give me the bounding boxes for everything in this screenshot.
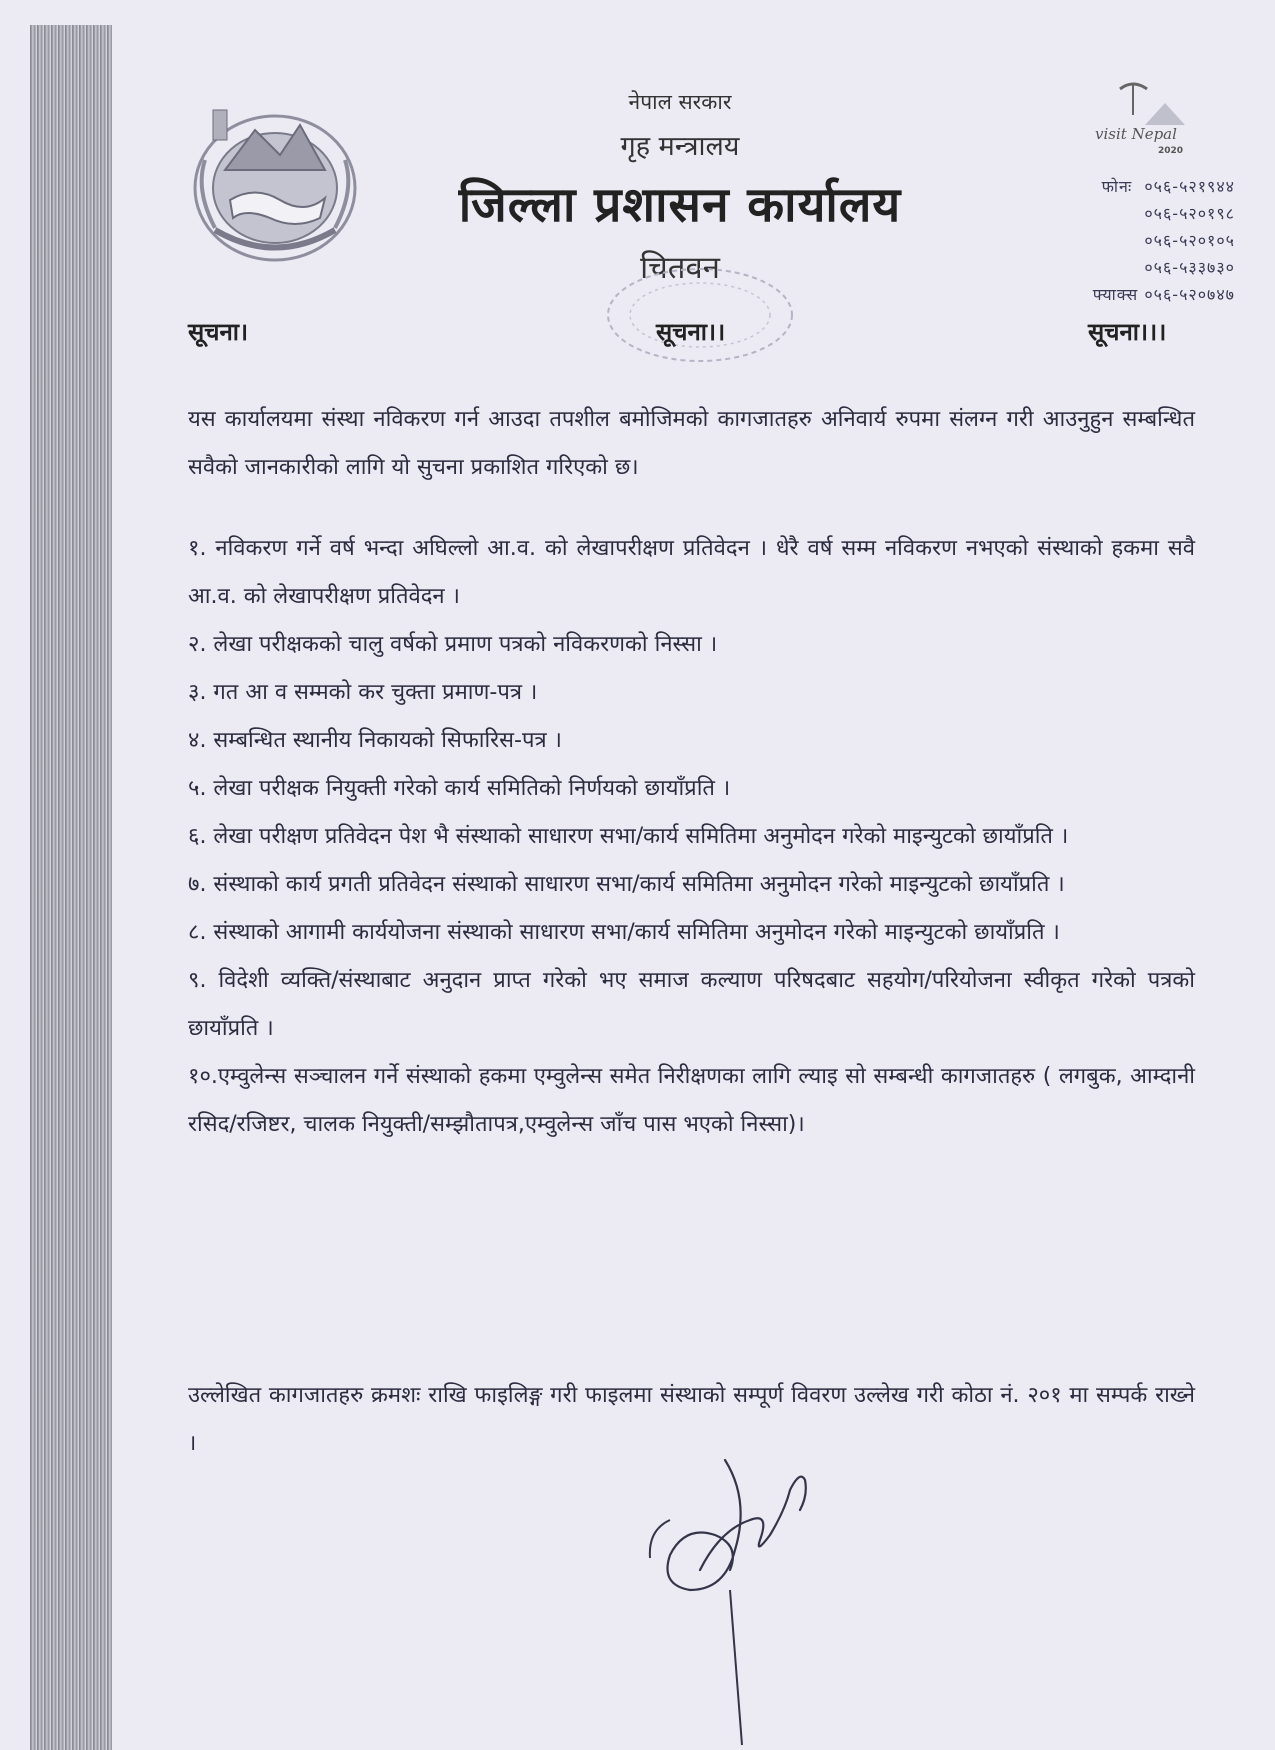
contact-numbers [1020, 173, 1235, 308]
scan-edge-shadow [30, 25, 112, 1750]
signature [630, 1440, 830, 1750]
logo-year-text: 2020 [1158, 146, 1184, 156]
district-name: चितवन [640, 250, 720, 286]
list-item: ६. लेखा परीक्षण प्रतिवेदन पेश भै संस्थाको साधारण सभा/कार्य समितिमा अनुमोदन गरेको माइन्युटको छायाँप्रति । [188, 824, 1069, 849]
phone-number: ०५६-५३३७३० [1144, 258, 1235, 277]
phone-number: ०५६-५२०१०५ [1144, 231, 1235, 250]
nepal-emblem-icon [185, 100, 365, 270]
list-item: १. नविकरण गर्ने वर्ष भन्दा अघिल्लो आ.व. को लेखापरीक्षण प्रतिवेदन । धेरै वर्ष सम्म नविकरण नभएको संस्थाको हकमा सवै आ.व. को लेखापरीक्षण प्रतिवेदन । [188, 536, 1195, 609]
fax-label: फ्याक्स [1092, 285, 1139, 304]
logo-visit-text: visit Nepal [1095, 125, 1177, 143]
fax-number: ०५६-५२०७४७ [1144, 285, 1235, 304]
phone-row [1020, 173, 1235, 200]
closing-paragraph: उल्लेखित कागजातहरु क्रमशः राखि फाइलिङ्ग गरी फाइलमा संस्थाको सम्पूर्ण विवरण उल्लेख गरी कोठा नं. २०१ मा सम्पर्क राख्ने । [188, 1383, 1195, 1456]
list-item: ७. संस्थाको कार्य प्रगती प्रतिवेदन संस्थाको साधारण सभा/कार्य समितिमा अनुमोदन गरेको माइन्युटको छायाँप्रति । [188, 872, 1065, 897]
notice-label-left: सूचना। [188, 318, 249, 346]
office-header [380, 88, 980, 288]
list-item: ५. लेखा परीक्षक नियुक्ती गरेको कार्य समितिको निर्णयको छायाँप्रति । [188, 776, 731, 801]
visit-nepal-logo [1085, 75, 1225, 165]
list-item: १०.एम्वुलेन्स सञ्चालन गर्ने संस्थाको हकमा एम्वुलेन्स समेत निरीक्षणका लागि ल्याइ सो सम्बन्धी कागजातहरु ( लगबुक, आम्दानी रसिद/रजिष्टर, चालक नियुक्ती/सम्झौतापत्र,एम्वुलेन्स जाँच पास भएको निस्सा)। [188, 1064, 1195, 1137]
phone-number: ०५६-५२१९४४ [1144, 177, 1235, 196]
intro-paragraph: यस कार्यालयमा संस्था नविकरण गर्न आउदा तपशील बमोजिमको कागजातहरु अनिवार्य रुपमा संलग्न गरी आउनुहुन सम्बन्धित सवैको जानकारीको लागि यो सुचना प्रकाशित गरिएको छ। [188, 407, 1195, 480]
list-item: ९. विदेशी व्यक्ति/संस्थाबाट अनुदान प्राप्त गरेको भए समाज कल्याण परिषदबाट सहयोग/परियोजना स्वीकृत गरेको पत्रको छायाँप्रति । [188, 968, 1195, 1041]
list-item: ४. सम्बन्धित स्थानीय निकायको सिफारिस-पत्र । [188, 728, 562, 753]
government-name: नेपाल सरकार [628, 90, 732, 114]
list-item: ३. गत आ व सम्मको कर चुक्ता प्रमाण-पत्र । [188, 680, 538, 705]
phone-number: ०५६-५२०१९८ [1144, 204, 1235, 223]
requirements-list [188, 525, 1195, 1149]
list-item: ८. संस्थाको आगामी कार्ययोजना संस्थाको साधारण सभा/कार्य समितिमा अनुमोदन गरेको माइन्युटको छायाँप्रति । [188, 920, 1060, 945]
phone-label: फोनः [1101, 177, 1133, 196]
ministry-name: गृह मन्त्रालय [620, 131, 740, 162]
fax-row [1020, 281, 1235, 308]
notice-label-right: सूचना।।। [1088, 318, 1167, 346]
notice-label-center: सूचना।। [656, 318, 726, 346]
office-name: जिल्ला प्रशासन कार्यालय [458, 177, 902, 233]
list-item: २. लेखा परीक्षकको चालु वर्षको प्रमाण पत्रको नविकरणको निस्सा । [188, 632, 718, 657]
